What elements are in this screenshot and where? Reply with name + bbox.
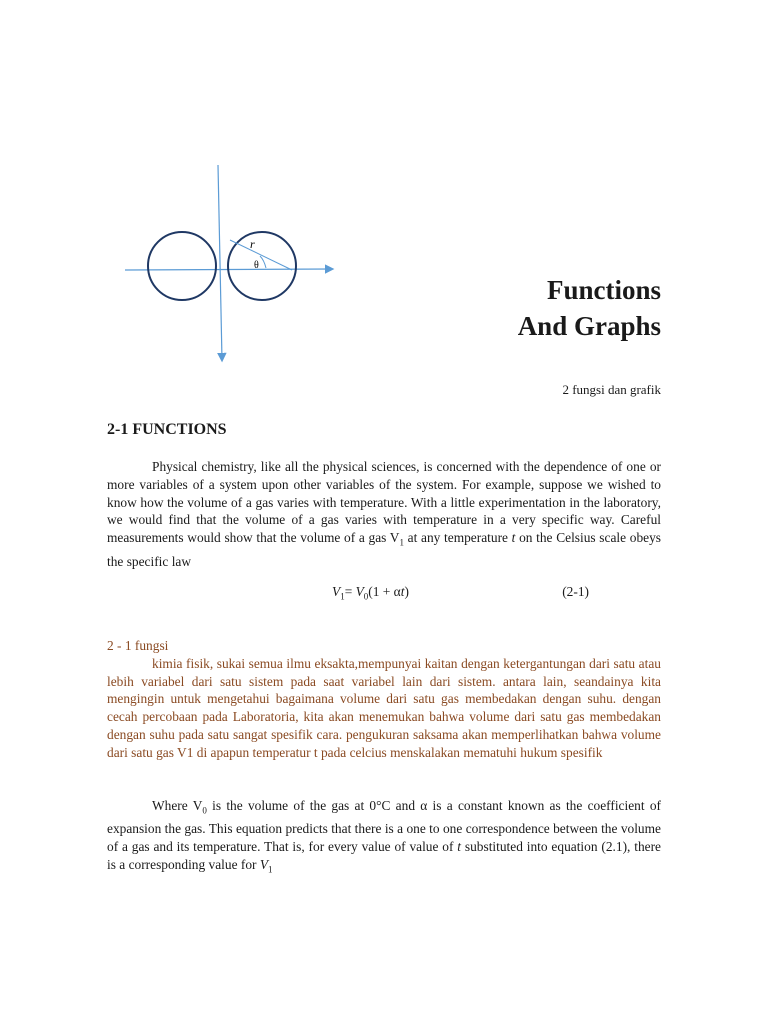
- polar-coordinate-diagram: [120, 160, 350, 370]
- angle-arc: [260, 256, 266, 268]
- equation-body: $V_1= V_0(1 + \alpha t)$: [332, 584, 409, 602]
- y-axis: [218, 165, 222, 360]
- indonesian-translation: [107, 637, 661, 762]
- equation-number: (2-1): [562, 584, 589, 599]
- chapter-title: [518, 272, 661, 344]
- equation-2-1: [107, 584, 661, 602]
- section-heading: 2-1 FUNCTIONS: [107, 421, 227, 438]
- title-line-2: And Graphs: [517, 311, 661, 341]
- title-line-1: Functions: [546, 275, 661, 305]
- right-circle: [228, 232, 296, 300]
- paragraph-3: Where $V_0$ is the volume of the gas at 0°C and α is a constant known as the coefficient of expansion the gas. This equation predicts that there is a one to one correspondence between the volume of a gas and its temperature. That is, for every value of value of t substituted into equation (2.1), there is a corresponding value for $V_1$: [107, 798, 661, 875]
- radius-line: [230, 240, 292, 270]
- theta-label: θ: [254, 260, 259, 271]
- left-circle: [148, 232, 216, 300]
- indonesian-heading: 2 - 1 fungsi: [107, 638, 169, 653]
- paragraph-1: Physical chemistry, like all the physical sciences, is concerned with the dependence of one or more variables of a system upon other variables of the system. For example, suppose we wished to know how the volume of a gas varies with temperature. With a little experimentation in the laboratory, we would find that the volume of a gas varies with temperature in a very specific way. Careful measurements would show that the volume of a gas $V_1$ at any temperature t on the Celsius scale obeys the specific law: [107, 459, 661, 569]
- chapter-subtitle: 2 fungsi dan grafik: [562, 382, 661, 397]
- indonesian-body: kimia fisik, sukai semua ilmu eksakta,mempunyai kaitan dengan ketergantungan dari satu atau lebih variabel dari satu sistem pada saat variabel lain dari sistem. antara lain, seandainya kita mengingin untuk mengetahui bagaimana volume dari satu gas membedakan dengan suhu. dengan cecah percobaan pada Laboratoria, kita akan menemukan bahwa volume dari satu gas membedakan dengan suhu pada satu sangat spesifik cara. pengukuran saksama akan memperlihatkan bahwa volume dari satu gas V1 di apapun temperatur t pada celcius menskalakan mematuhi hukum spesifik: [107, 655, 661, 760]
- r-label: r: [250, 237, 255, 251]
